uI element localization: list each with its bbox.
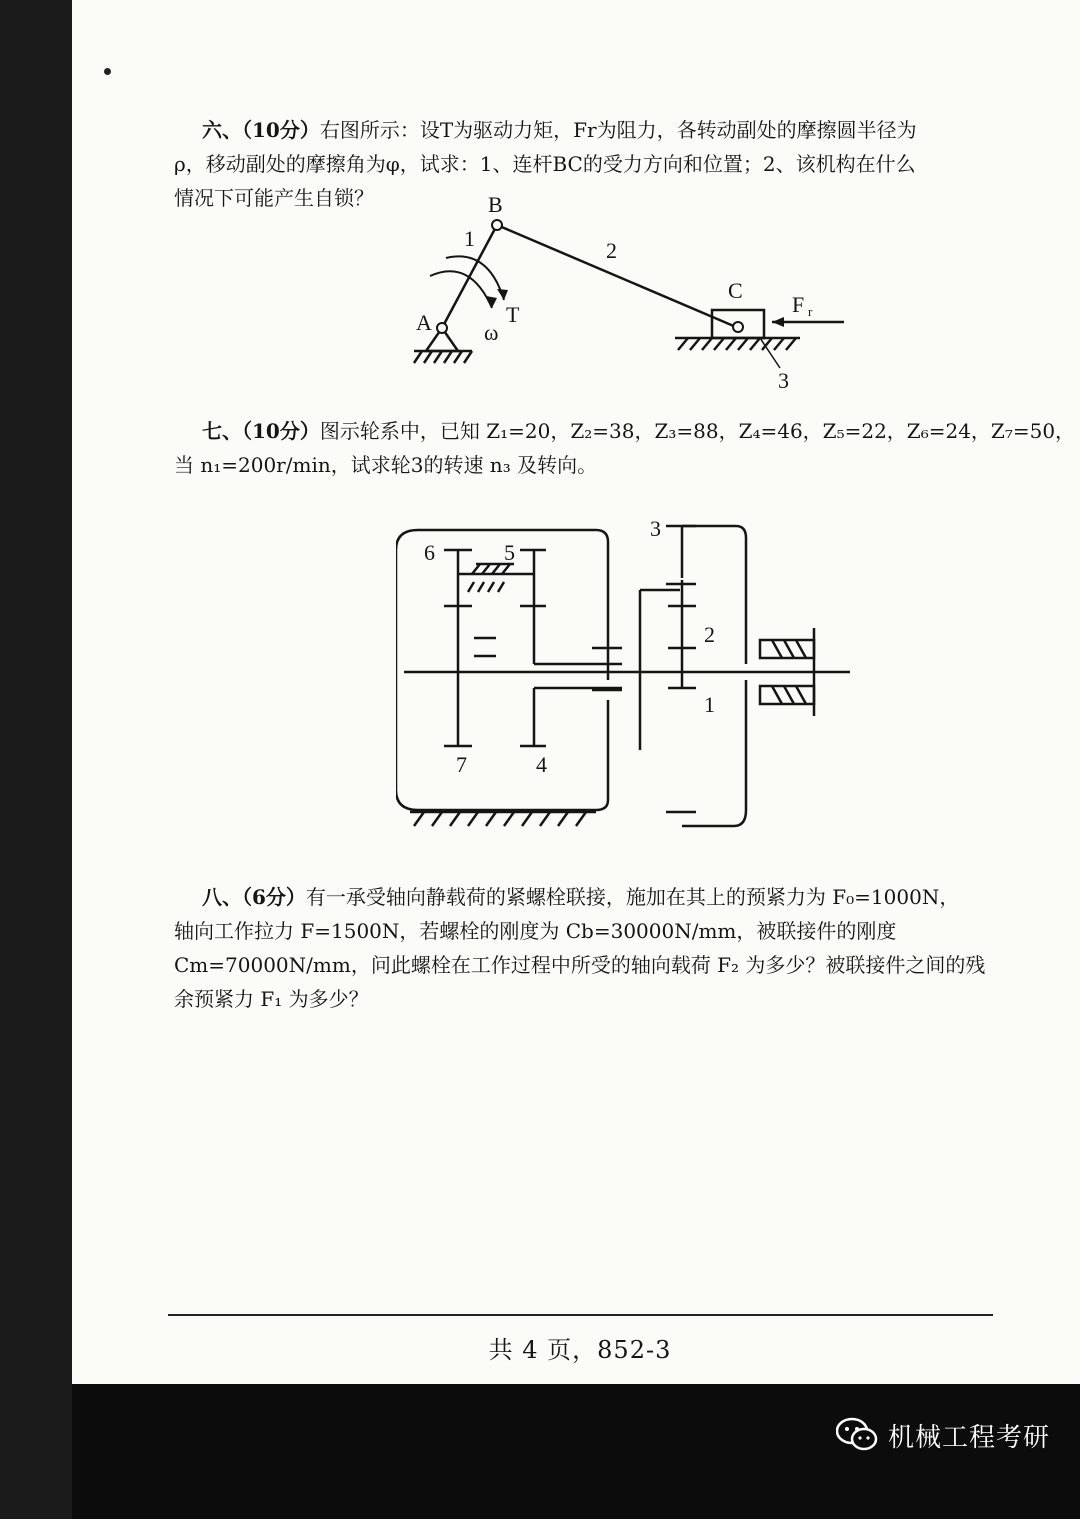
question-8-line-4: 余预紧力 F₁ 为多少？ xyxy=(174,987,369,1011)
label-c: C xyxy=(728,278,743,303)
gear-label-7: 7 xyxy=(456,752,467,777)
label-omega: ω xyxy=(484,320,499,345)
question-8-line-1: 有一承受轴向静载荷的紧螺栓联接，施加在其上的预紧力为 F₀=1000N， xyxy=(305,885,960,909)
page-footer: 共 4 页，852-3 xyxy=(488,1336,672,1364)
question-7-line-1: 图示轮系中，已知 Z₁=20，Z₂=38，Z₃=88，Z₄=46，Z₅=22，Z₆=24，Z₇=50， xyxy=(319,419,1076,443)
ring-gear-3 xyxy=(682,526,746,826)
scan-speck xyxy=(104,68,111,75)
wechat-icon xyxy=(836,1417,878,1453)
question-6-line-2: ρ，移动副处的摩擦角为φ，试求：1、连杆BC的受力方向和位置；2、该机构在什么 xyxy=(174,152,916,176)
rotation-arrow-omega xyxy=(430,271,492,308)
gear-train-diagram xyxy=(396,510,856,840)
watermark-text: 机械工程考研 xyxy=(888,1422,1051,1453)
question-8 xyxy=(174,880,994,1016)
question-7-line-2: 当 n₁=200r/min，试求轮3的转速 n₃ 及转向。 xyxy=(174,453,598,477)
question-7-heading: 七、（10分） xyxy=(202,419,320,443)
label-slider-3: 3 xyxy=(778,368,789,393)
joint-b xyxy=(492,220,502,230)
gear-label-4: 4 xyxy=(536,752,547,777)
label-link-2: 2 xyxy=(606,238,617,263)
question-8-line-2: 轴向工作拉力 F=1500N，若螺栓的刚度为 Cb=30000N/mm，被联接件的刚度 xyxy=(174,919,897,943)
gear-label-3: 3 xyxy=(650,516,661,541)
joint-c xyxy=(733,322,743,332)
question-8-heading: 八、（6分） xyxy=(202,885,306,909)
watermark xyxy=(836,1410,1050,1460)
label-link-1: 1 xyxy=(464,226,475,251)
label-force-f: F xyxy=(792,292,805,317)
joint-a xyxy=(437,323,447,333)
gear-label-6: 6 xyxy=(424,540,435,565)
label-b: B xyxy=(488,192,503,217)
footer-rule xyxy=(168,1314,993,1316)
label-torque-t: T xyxy=(506,302,520,327)
slider-crank-diagram xyxy=(400,188,870,398)
label-a: A xyxy=(416,310,432,335)
question-7 xyxy=(174,414,1076,482)
question-8-line-3: Cm=70000N/mm，问此螺栓在工作过程中所受的轴向载荷 F₂ 为多少？被联接件之间的残 xyxy=(174,953,986,977)
gear-label-5: 5 xyxy=(504,540,515,565)
scan-edge xyxy=(0,0,72,1519)
gear-label-2: 2 xyxy=(704,622,715,647)
question-6-line-3: 情况下可能产生自锁？ xyxy=(174,186,374,210)
torque-arrow-t xyxy=(446,256,504,300)
question-6-heading: 六、（10分） xyxy=(202,118,320,142)
question-6-line-1: 右图所示：设T为驱动力矩，Fr为阻力，各转动副处的摩擦圆半径为 xyxy=(319,118,917,142)
label-force-f-subscript: r xyxy=(808,304,813,319)
gear-label-1: 1 xyxy=(704,692,715,717)
